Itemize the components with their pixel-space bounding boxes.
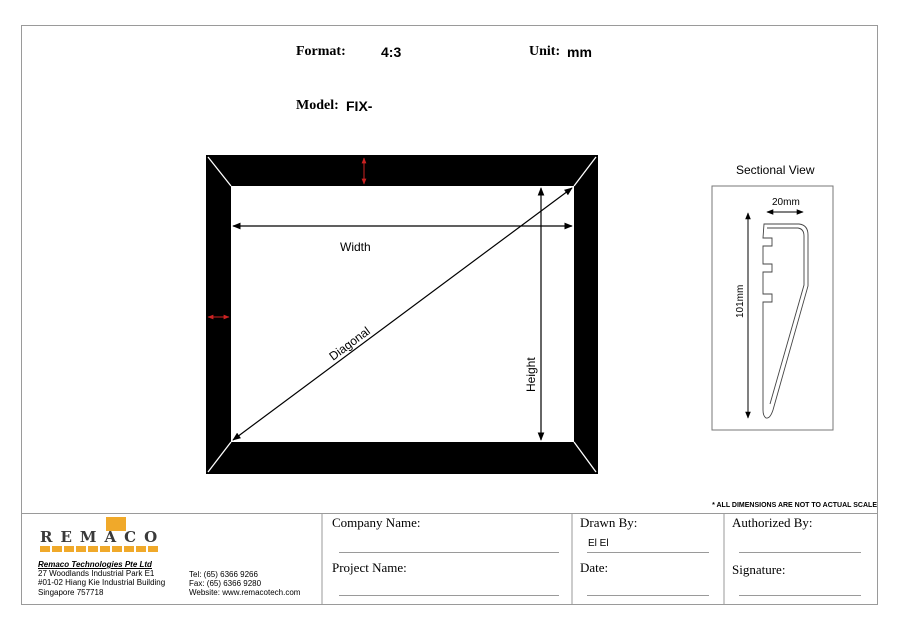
diagonal-label: Diagonal bbox=[326, 323, 373, 364]
format-label: Format: bbox=[296, 44, 346, 59]
unit-value: mm bbox=[567, 44, 592, 60]
drawn-by-value: El El bbox=[588, 538, 609, 549]
company-fax: Fax: (65) 6366 9280 bbox=[189, 579, 262, 588]
format-value: 4:3 bbox=[381, 44, 402, 60]
authorized-by-field bbox=[739, 552, 861, 553]
date-label: Date: bbox=[580, 560, 609, 575]
drawn-by-label: Drawn By: bbox=[580, 515, 638, 530]
height-label: Height bbox=[524, 357, 538, 392]
signature-field bbox=[739, 595, 861, 596]
left-border-dimension-label: 101mm bbox=[214, 269, 226, 306]
title-block bbox=[21, 513, 878, 605]
project-name-field bbox=[339, 595, 559, 596]
address-line-2: #01-02 Hiang Kie Industrial Building bbox=[38, 578, 166, 587]
address-line-3: Singapore 757718 bbox=[38, 588, 104, 597]
scale-note: * ALL DIMENSIONS ARE NOT TO ACTUAL SCALE bbox=[712, 502, 877, 509]
authorized-by-label: Authorized By: bbox=[732, 515, 813, 530]
sectional-view-box bbox=[712, 186, 833, 430]
date-field bbox=[587, 595, 709, 596]
unit-label: Unit: bbox=[529, 44, 561, 59]
sectional-height-label: 101mm bbox=[735, 284, 746, 318]
model-label: Model: bbox=[296, 98, 339, 113]
model-value: FIX- bbox=[346, 98, 373, 114]
company-name: Remaco Technologies Pte Ltd bbox=[38, 560, 152, 569]
sectional-width-label: 20mm bbox=[772, 197, 800, 208]
remaco-logo-text: REMACO bbox=[40, 528, 166, 546]
company-name-label: Company Name: bbox=[332, 515, 421, 530]
remaco-logo bbox=[38, 517, 168, 561]
signature-label: Signature: bbox=[732, 562, 786, 577]
company-name-field bbox=[339, 552, 559, 553]
address-line-1: 27 Woodlands Industrial Park E1 bbox=[38, 569, 155, 578]
company-website: Website: www.remacotech.com bbox=[189, 588, 301, 597]
project-name-label: Project Name: bbox=[332, 560, 407, 575]
drawn-by-field bbox=[587, 552, 709, 553]
sectional-view-title: Sectional View bbox=[736, 163, 815, 177]
width-label: Width bbox=[340, 240, 371, 254]
top-border-dimension-label: 101mm bbox=[371, 166, 408, 178]
company-tel: Tel: (65) 6366 9266 bbox=[189, 570, 258, 579]
